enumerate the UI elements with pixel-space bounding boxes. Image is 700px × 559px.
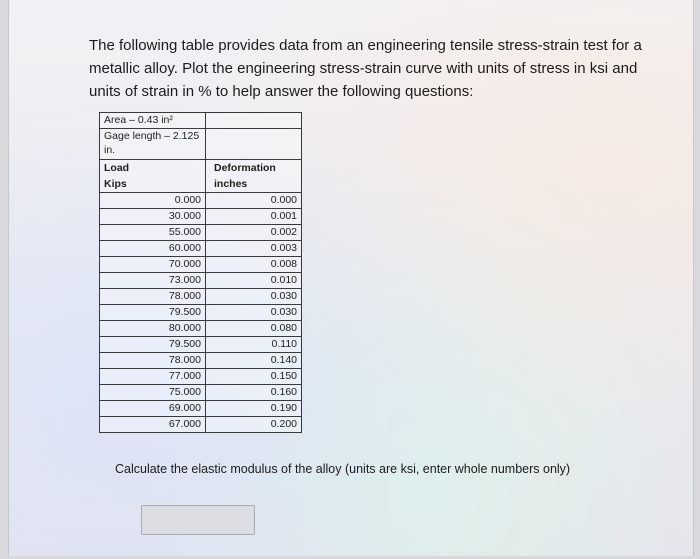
table-row xyxy=(100,193,302,209)
load-value: 79.500 xyxy=(100,337,206,353)
table-row xyxy=(100,369,302,385)
load-value: 60.000 xyxy=(100,241,206,257)
deformation-value: 0.190 xyxy=(206,401,302,417)
load-header-label: Load xyxy=(104,162,130,174)
load-value: 55.000 xyxy=(100,225,206,241)
table-row xyxy=(100,241,302,257)
deformation-value: 0.008 xyxy=(206,257,302,273)
load-value: 30.000 xyxy=(100,209,206,225)
answer-input[interactable] xyxy=(141,505,255,535)
deformation-value: 0.160 xyxy=(206,385,302,401)
deformation-header: Deformation inches xyxy=(206,160,302,193)
tensile-data-table xyxy=(99,112,302,433)
load-header xyxy=(100,160,206,193)
deformation-value: 0.140 xyxy=(206,353,302,369)
table-row xyxy=(100,353,302,369)
load-value: 69.000 xyxy=(100,401,206,417)
deformation-value: 0.000 xyxy=(206,193,302,209)
deformation-value: 0.002 xyxy=(206,225,302,241)
gage-length-cell: Gage length – 2.125 in. xyxy=(100,129,206,160)
deformation-value: 0.200 xyxy=(206,417,302,433)
deformation-value: 0.003 xyxy=(206,241,302,257)
load-value: 79.500 xyxy=(100,305,206,321)
load-value: 78.000 xyxy=(100,353,206,369)
table-row xyxy=(100,337,302,353)
table-header-row-gage xyxy=(100,129,302,160)
deformation-value: 0.010 xyxy=(206,273,302,289)
table-row xyxy=(100,209,302,225)
blank-cell xyxy=(206,129,302,160)
load-value: 0.000 xyxy=(100,193,206,209)
table-row xyxy=(100,257,302,273)
table-row xyxy=(100,401,302,417)
load-value: 77.000 xyxy=(100,369,206,385)
table-row xyxy=(100,273,302,289)
deformation-value: 0.080 xyxy=(206,321,302,337)
load-units-label: Kips xyxy=(104,178,127,190)
problem-statement: The following table provides data from an engineering tensile stress-strain test for a metallic alloy. Plot the engineering stress-strain curve with units of stress in ksi and units of strain in % to help answer the following questions: xyxy=(89,37,642,100)
area-cell: Area – 0.43 in² xyxy=(100,113,206,129)
deformation-value: 0.110 xyxy=(206,337,302,353)
table-row xyxy=(100,225,302,241)
load-value: 78.000 xyxy=(100,289,206,305)
load-value: 80.000 xyxy=(100,321,206,337)
table-row xyxy=(100,417,302,433)
deformation-value: 0.150 xyxy=(206,369,302,385)
table-row xyxy=(100,385,302,401)
question-page xyxy=(8,0,694,556)
table-row xyxy=(100,305,302,321)
deformation-value: 0.001 xyxy=(206,209,302,225)
table-header-row-area xyxy=(100,113,302,129)
question-text: Calculate the elastic modulus of the alloy (units are ksi, enter whole numbers only) xyxy=(115,462,571,476)
load-value: 75.000 xyxy=(100,385,206,401)
blank-cell xyxy=(206,113,302,129)
table-row xyxy=(100,321,302,337)
table-row xyxy=(100,289,302,305)
table-header-row-columns xyxy=(100,160,302,193)
load-value: 67.000 xyxy=(100,417,206,433)
load-value: 70.000 xyxy=(100,257,206,273)
load-value: 73.000 xyxy=(100,273,206,289)
deformation-value: 0.030 xyxy=(206,305,302,321)
deformation-value: 0.030 xyxy=(206,289,302,305)
